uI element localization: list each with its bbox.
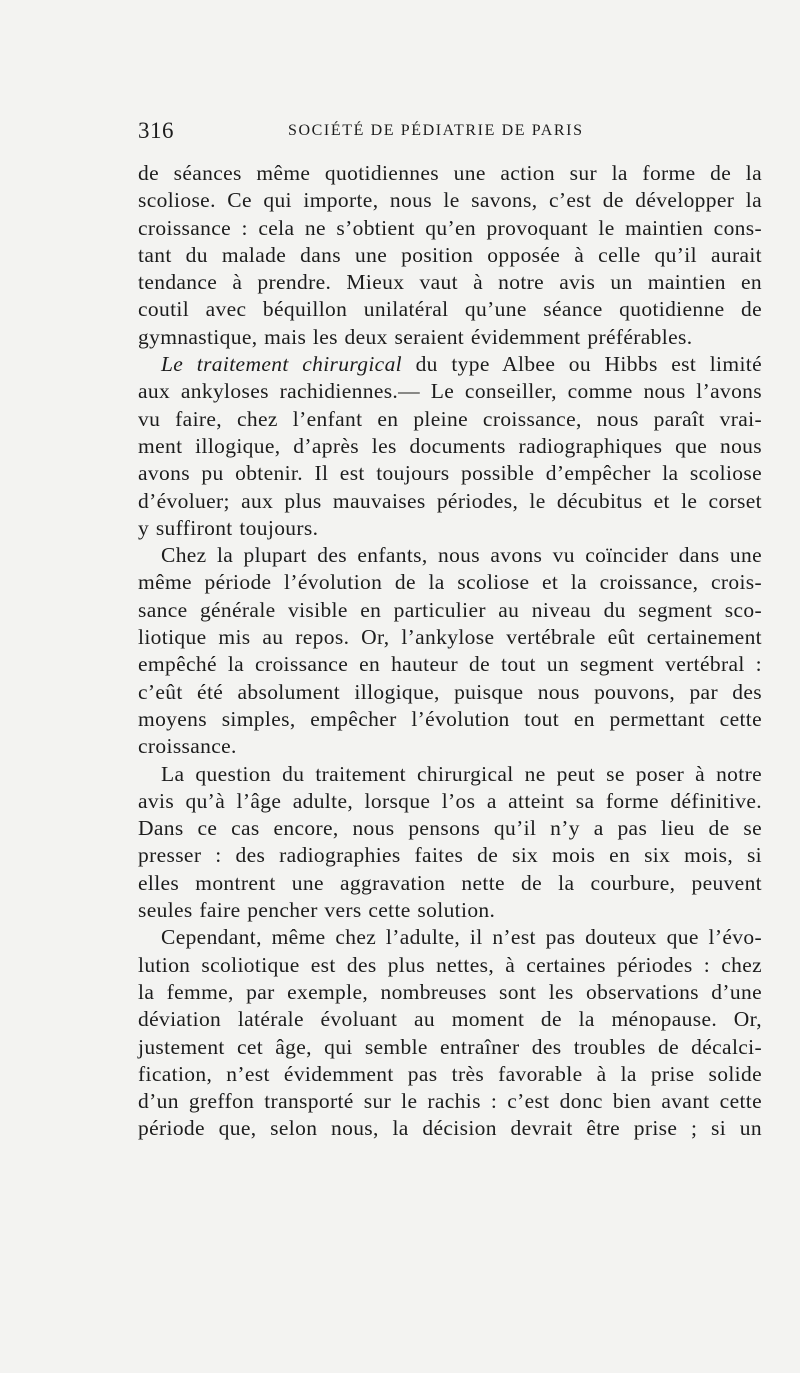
- text-line: de séances même quotidiennes une action sur la forme de la: [138, 161, 762, 185]
- text-line: c’eût été absolument illogique, puisque nous pouvons, par des: [138, 679, 762, 704]
- italic-phrase: Le traitement chirurgical: [161, 352, 402, 377]
- text-line: justement cet âge, qui semble entraîner des troubles de décalci-: [138, 1034, 762, 1059]
- text-line: [138, 351, 762, 378]
- text-line: seules faire pencher vers cette solution.: [138, 898, 496, 923]
- text-line: d’évoluer; aux plus mauvaises périodes, le décubitus et le corset: [138, 488, 762, 513]
- paragraph-1: [138, 160, 762, 351]
- running-head: SOCIÉTÉ DE PÉDIATRIE DE PARIS: [288, 122, 584, 139]
- text-line: scoliose. Ce qui importe, nous le savons, c’est de développer la: [138, 188, 762, 213]
- body-text: [138, 160, 762, 1143]
- text-line: croissance.: [138, 734, 237, 759]
- paragraph-3: [138, 542, 762, 760]
- text-line: même période l’évolution de la scoliose et la croissance, crois-: [138, 570, 762, 595]
- text-line: Chez la plupart des enfants, nous avons vu coïncider dans une: [161, 543, 762, 568]
- page-number: 316: [138, 118, 174, 143]
- text-line: elles montrent une aggravation nette de la courbure, peuvent: [138, 870, 762, 895]
- text-line: moyens simples, empêcher l’évolution tout en permettant cette: [138, 706, 762, 731]
- text-line: liotique mis au repos. Or, l’ankylose vertébrale eût certainement: [138, 625, 762, 650]
- text-line: aux ankyloses rachidiennes.— Le conseiller, comme nous l’avons: [138, 379, 762, 404]
- text-line: avons pu obtenir. Il est toujours possible d’empêcher la scoliose: [138, 461, 762, 486]
- text-line: y suffiront toujours.: [138, 515, 319, 540]
- paragraph-4: [138, 761, 762, 925]
- text-line: gymnastique, mais les deux seraient évidemment préférables.: [138, 324, 693, 349]
- text-line: déviation latérale évoluant au moment de la ménopause. Or,: [138, 1007, 762, 1032]
- paragraph-5: [138, 924, 762, 1142]
- text-fragment: du type Albee ou Hibbs est limité: [402, 352, 762, 377]
- text-line: Dans ce cas encore, nous pensons qu’il n’y a pas lieu de se: [138, 816, 762, 841]
- text-line: coutil avec béquillon unilatéral qu’une séance quotidienne de: [138, 297, 762, 322]
- text-line: croissance : cela ne s’obtient qu’en provoquant le maintien cons-: [138, 215, 762, 240]
- text-line: fication, n’est évidemment pas très favorable à la prise solide: [138, 1061, 762, 1086]
- page-header: [138, 118, 760, 148]
- text-line: ment illogique, d’après les documents radiographiques que nous: [138, 433, 762, 458]
- paragraph-2: [138, 351, 762, 542]
- text-line: vu faire, chez l’enfant en pleine croissance, nous paraît vrai-: [138, 406, 762, 431]
- text-line: La question du traitement chirurgical ne peut se poser à notre: [161, 761, 762, 786]
- text-line: Cependant, même chez l’adulte, il n’est pas douteux que l’évo-: [161, 925, 762, 950]
- text-line: d’un greffon transporté sur le rachis : c’est donc bien avant cette: [138, 1089, 762, 1114]
- text-line: empêché la croissance en hauteur de tout un segment vertébral :: [138, 652, 762, 677]
- text-line: sance générale visible en particulier au niveau du segment sco-: [138, 597, 762, 622]
- text-line: tant du malade dans une position opposée à celle qu’il aurait: [138, 242, 762, 267]
- text-line: la femme, par exemple, nombreuses sont les observations d’une: [138, 979, 762, 1004]
- text-line: période que, selon nous, la décision devrait être prise ; si un: [138, 1116, 762, 1141]
- text-line: tendance à prendre. Mieux vaut à notre avis un maintien en: [138, 270, 762, 295]
- text-line: avis qu’à l’âge adulte, lorsque l’os a atteint sa forme définitive.: [138, 788, 762, 813]
- text-line: presser : des radiographies faites de six mois en six mois, si: [138, 843, 762, 868]
- text-line: lution scoliotique est des plus nettes, à certaines périodes : chez: [138, 952, 762, 977]
